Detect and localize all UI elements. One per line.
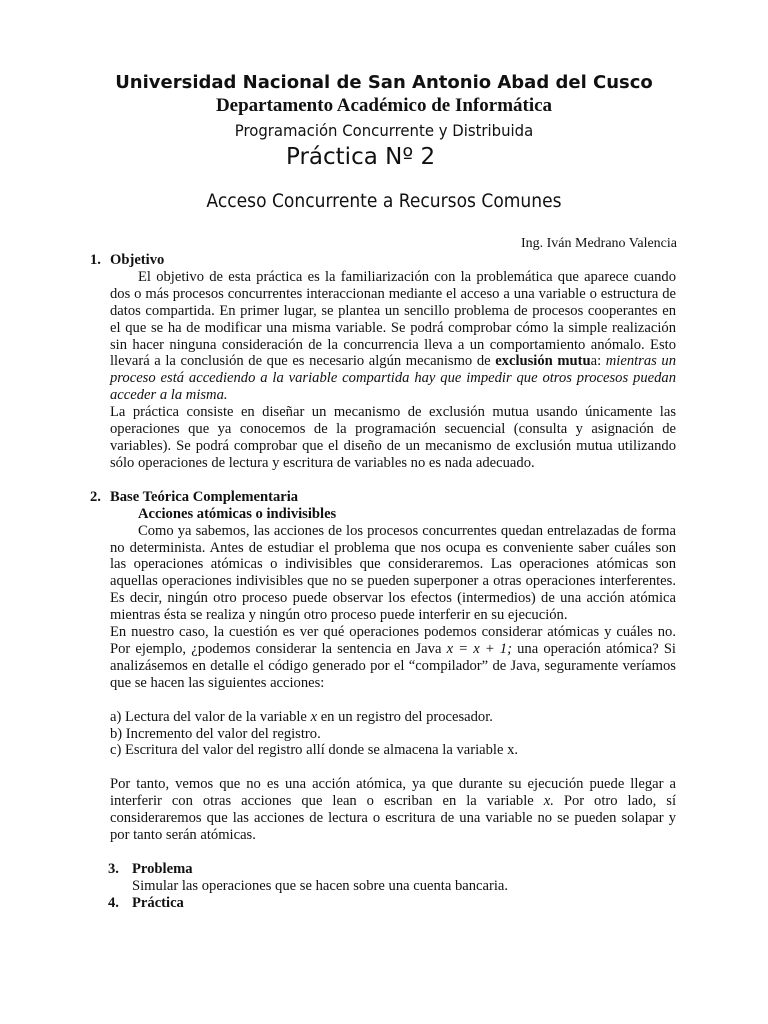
course-name: Programación Concurrente y Distribuida <box>234 121 534 140</box>
spacer <box>92 844 676 861</box>
section-1-paragraph-2: La práctica consiste en diseñar un mecanismo de exclusión mutua usando únicamente las operaciones que ya conocemos de la programación secuencial (consulta y asignación de variables). Se podrá comprobar que el diseño de un mecanismo de exclusión mutua utilizando sólo operaciones de lectura y escritura de variables no es nada adecuado. <box>110 404 676 471</box>
text-run: El objetivo de esta práctica es la familiarización con la problemática que aparece cuando dos o más procesos concurrentes interaccionan mediante el acceso a una variable o estructura de datos compartida. En primer lugar, se plantea un sencillo problema de procesos cooperantes en el que se ha de modificar una misma variable. Se podrá comprobar cómo la simple realización sin hacer ninguna consideración de la concurrencia lleva a un comportamiento anómalo. Esto llevará a la conclusión de que es necesario algún mecanismo de <box>110 268 676 370</box>
text-run: una operación atómica? Si analizásemos en detalle el código generado por el “compilador” de Java, seguramente veríamos que se hacen las siguientes acciones: <box>110 640 676 691</box>
bold-term: exclusión mutu <box>495 353 591 370</box>
section-title: Problema <box>132 861 193 877</box>
variable-name: x <box>310 708 318 725</box>
variable-name: x. <box>543 793 554 810</box>
code-expression: x = x + 1; <box>446 640 512 657</box>
practice-subject: Acceso Concurrente a Recursos Comunes <box>206 190 562 212</box>
text-run: en un registro del procesador. <box>317 708 493 725</box>
section-2-subheading: Acciones atómicas o indivisibles <box>138 505 337 522</box>
list-item <box>110 709 676 726</box>
section-2-paragraph-1: Como ya sabemos, las acciones de los procesos concurrentes quedan entrelazadas de forma no determinista. Antes de estudiar el problema que nos ocupa es conveniente saber cuáles son las operaciones atómicas o indivisibles que consideraremos. Las operaciones atómicas son aquellas operaciones indivisibles que no se pueden superponer a otras operaciones interferentes. Es decir, ningún otro proceso puede observar los efectos (intermedios) de una acción atómica mientras ésta se realiza y ningún otro proceso puede interferir en su ejecución. <box>110 522 676 624</box>
section-1-paragraph-1 <box>92 269 676 404</box>
section-number: 3. <box>108 861 119 877</box>
text-run: Por otro lado, sí consideraremos que las acciones de lectura o escritura de una variable no se pueden solapar y por tanto serán atómicas. <box>110 793 676 844</box>
university-name: Universidad Nacional de San Antonio Abad del Cusco <box>115 72 653 93</box>
spacer <box>92 759 676 776</box>
author: Ing. Iván Medrano Valencia <box>520 236 677 251</box>
practice-title: Práctica Nº 2 <box>286 144 436 170</box>
spacer <box>92 472 676 489</box>
section-number: 2. <box>90 488 101 505</box>
section-3-text: Simular las operaciones que se hacen sobre una cuenta bancaria. <box>132 877 509 894</box>
spacer <box>92 692 676 709</box>
document-body <box>92 252 676 912</box>
text-run: En nuestro caso, la cuestión es ver qué operaciones podemos considerar atómicas y cuáles no. Por ejemplo, ¿podemos considerar la sentencia en Java <box>110 624 676 657</box>
italic-definition: mientras un proceso está accediendo a la variable compartida hay que impedir que otros procesos puedan acceder a la misma. <box>110 353 677 404</box>
section-1-heading <box>92 252 676 269</box>
section-2-paragraph-3 <box>92 776 676 844</box>
section-2-heading <box>92 489 676 506</box>
section-title: Base Teórica Complementaria <box>110 488 299 505</box>
text-run: a) Lectura del valor de la variable <box>110 708 311 725</box>
section-title: Objetivo <box>110 252 165 268</box>
actions-list <box>92 709 676 760</box>
department-name: Departamento Académico de Informática <box>215 95 553 116</box>
text-run: a: <box>590 353 606 370</box>
list-item: b) Incremento del valor del registro. <box>110 725 321 742</box>
list-item: c) Escritura del valor del registro allí donde se almacena la variable x. <box>110 742 519 759</box>
section-3-heading <box>92 861 676 878</box>
section-4-heading <box>92 895 676 912</box>
text-run: Por tanto, vemos que no es una acción atómica, ya que durante su ejecución puede llegar a interferir con otras acciones que lean o escriban en la variable <box>110 776 676 810</box>
section-number: 4. <box>108 894 119 911</box>
section-number: 1. <box>90 252 101 268</box>
section-2-paragraph-2 <box>92 624 676 692</box>
section-title: Práctica <box>132 894 184 911</box>
